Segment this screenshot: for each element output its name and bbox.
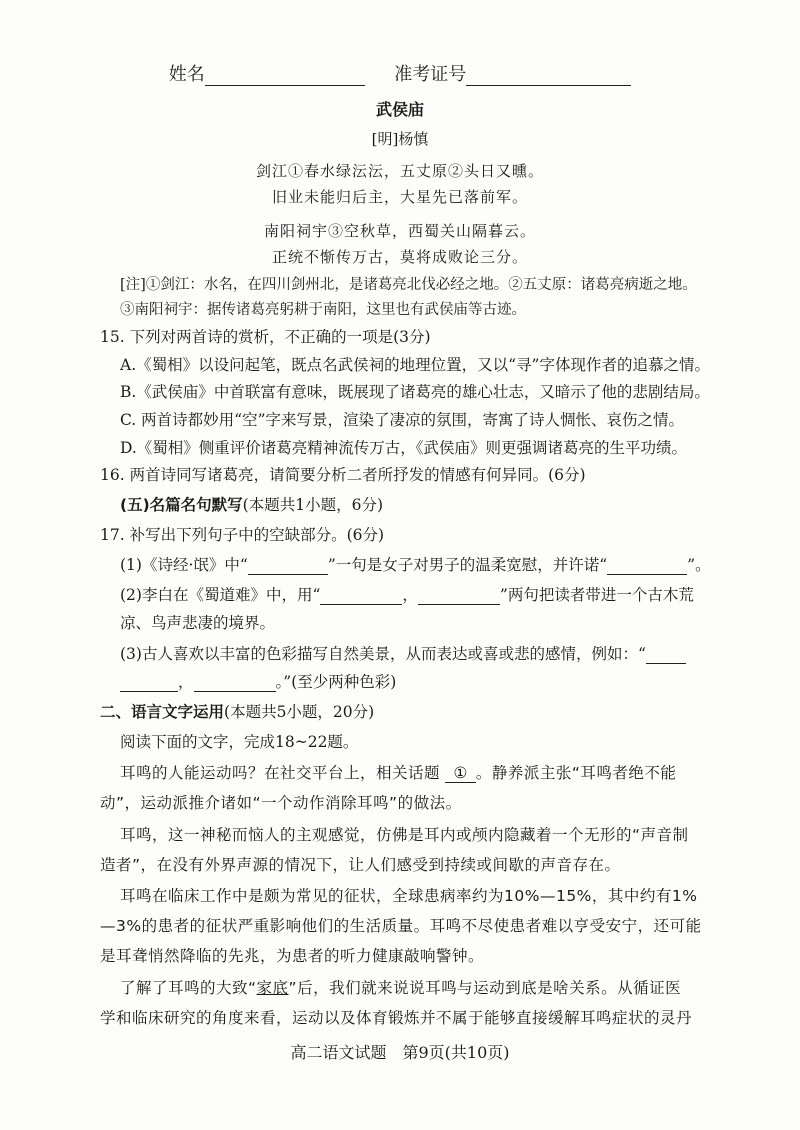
- question-15-option-b: B.《武侯庙》中首联富有意味，既展现了诸葛亮的雄心壮志，又暗示了他的悲剧结局。: [120, 383, 710, 401]
- q17-item2-text: ”两句把读者带进一个古木荒: [499, 586, 694, 604]
- poem-line: 南阳祠宇③空秋草，西蜀关山隔暮云。: [263, 222, 536, 240]
- q17-item2-text: (2)李白在《蜀道难》中，用“: [120, 586, 321, 604]
- page-footer: 高二语文试题 第9页(共10页): [290, 1043, 510, 1062]
- passage-line: —3%的患者的征状严重影响他们的生活质量。耳鸣不尽使患者难以亨受安宁，还可能: [100, 917, 702, 935]
- answer-blank[interactable]: [248, 558, 328, 575]
- passage-text: ”后，我们就来说说耳鸣与运动到底是啥关系。从循证医: [288, 979, 682, 997]
- question-15-option-c: C. 两首诗都妙用“空”字来写景，渲染了凄凉的氛围，寄寓了诗人惆怅、哀伤之情。: [120, 411, 685, 429]
- underlined-word: 家底: [256, 979, 289, 997]
- question-17-item-2: [120, 583, 730, 605]
- q17-item2-continued: 凉、鸟声悲凄的境界。: [120, 614, 276, 632]
- q17-item1-text: ”。: [687, 556, 711, 574]
- passage-line: [120, 976, 732, 998]
- name-blank: [205, 65, 365, 86]
- poem-line: 正统不惭传万古，莫将成败论三分。: [271, 248, 528, 266]
- section-5-detail: (本题共1小题，6分): [242, 496, 383, 514]
- question-17-item-3: [120, 642, 730, 664]
- section-2-detail: (本题共5小题，20分): [224, 703, 375, 721]
- section-2-title: 二、语言文字运用: [100, 703, 225, 721]
- reading-intro: 阅读下面的文字，完成18~22题。: [120, 733, 359, 751]
- answer-blank[interactable]: [194, 675, 276, 692]
- passage-text: 。静养派主张“耳鸣者绝不能: [475, 764, 677, 782]
- passage-line: 动”，运动派推介诸如“一个动作消除耳鸣”的做法。: [100, 794, 462, 812]
- exam-id-blank: [466, 65, 631, 86]
- passage-line: 学和临床研究的角度来看，运动以及体育锻炼并不属于能够直接缓解耳鸣症状的灵丹: [100, 1009, 693, 1027]
- passage-line: 是耳聋悄然降临的先兆，为患者的听力健康敲响警钟。: [100, 947, 485, 965]
- answer-blank[interactable]: [120, 675, 178, 692]
- name-label: 姓名: [168, 64, 205, 85]
- q17-item3-text: 。”(至少两种色彩): [275, 673, 397, 691]
- passage-line: 耳鸣，这一神秘而恼人的主观感觉，仿佛是耳内或颅内隐藏着一个无形的“声音制: [120, 826, 689, 844]
- question-15-option-a: A.《蜀相》以设问起笔，既点名武侯祠的地理位置，又以“寻”字体现作者的追慕之情。: [120, 356, 710, 374]
- passage-text: 了解了耳鸣的大致“: [120, 979, 257, 997]
- q17-item2-text: ，: [402, 586, 418, 604]
- q17-item1-text: (1)《诗经·氓》中“: [120, 556, 248, 574]
- poem-author: [明]杨慎: [371, 130, 429, 148]
- answer-blank[interactable]: [320, 588, 402, 605]
- question-16-stem: 16. 两首诗同写诸葛亮，请简要分析二者所抒发的情感有何异同。(6分): [100, 466, 586, 484]
- poem-note: [注]①剑江：水名，在四川剑州北，是诸葛亮北伐必经之地。②五丈原：诸葛亮病逝之地。: [120, 277, 697, 293]
- poem-line: 剑江①春水绿沄沄，五丈原②头日又曛。: [255, 162, 544, 180]
- section-2-heading: [100, 700, 710, 722]
- passage-text: 耳鸣的人能运动吗？在社交平台上，相关话题: [120, 764, 441, 782]
- question-17-stem: 17. 补写出下列句子中的空缺部分。(6分): [100, 526, 385, 544]
- candidate-info: [0, 60, 800, 86]
- question-17-item-1: [120, 553, 730, 575]
- blank-marker: ①: [445, 764, 475, 783]
- section-5-title: (五)名篇名句默写: [120, 496, 243, 514]
- answer-blank[interactable]: [418, 588, 500, 605]
- q17-item1-text: ”一句是女子对男子的温柔宽慰，并许诺“: [327, 556, 608, 574]
- answer-blank[interactable]: [607, 558, 687, 575]
- question-15-option-d: D.《蜀相》侧重评价诸葛亮精神流传万古，《武侯庙》则更强调诸葛亮的生平功绩。: [120, 439, 688, 457]
- question-15-stem: 15. 下列对两首诗的赏析，不正确的一项是(3分): [100, 328, 431, 346]
- section-5-heading: [120, 493, 730, 515]
- passage-line: 造者”，在没有外界声源的情况下，让人们感受到持续或间歇的声音存在。: [100, 856, 621, 874]
- poem-line: 旧业未能归后主，大星先已落前军。: [271, 188, 528, 206]
- q17-item3-text: (3)古人喜欢以丰富的色彩描写自然美景，从而表达或喜或悲的感情，例如：“: [120, 645, 646, 663]
- exam-id-label: 准考证号: [394, 64, 467, 85]
- poem-title: 武侯庙: [375, 100, 424, 119]
- poem-note: ③南阳祠宇：据传诸葛亮躬耕于南阳，这里也有武侯庙等古迹。: [120, 302, 526, 318]
- passage-line: 耳鸣在临床工作中是颇为常见的征状，全球患病率约为10%—15%，其中约有1%: [120, 887, 698, 905]
- answer-blank[interactable]: [646, 647, 686, 664]
- q17-item3-continued: [120, 670, 730, 692]
- passage-line: [120, 761, 732, 783]
- q17-item3-text: ，: [178, 673, 194, 691]
